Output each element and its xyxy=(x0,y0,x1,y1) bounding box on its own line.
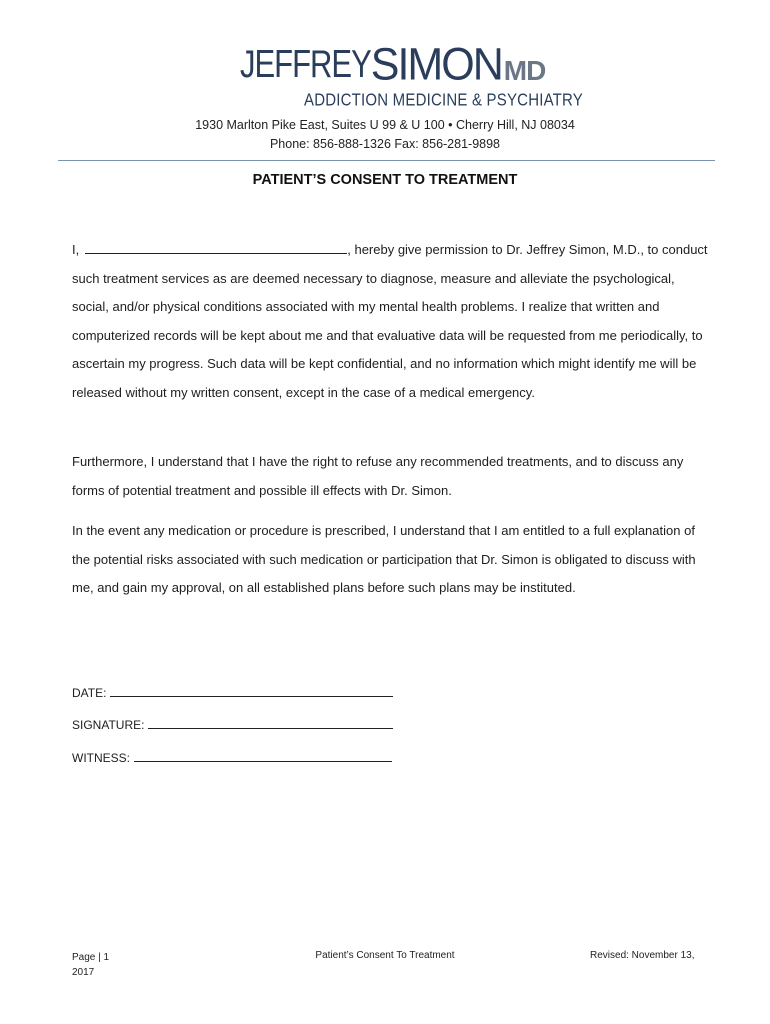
footer-revised-date: Revised: November 13, xyxy=(590,950,695,961)
logo-first-name: JEFFREY xyxy=(240,42,371,86)
logo-subtitle: ADDICTION MEDICINE & PSYCHIATRY xyxy=(304,90,584,111)
signature-label: SIGNATURE: xyxy=(72,718,145,732)
consent-paragraph-3: In the event any medication or procedure is prescribed, I understand that I am entitled to a full explanation of the potential risks associated with such medication or participation that Dr. Simon is obligated to discuss with me, and gain my approval, on all established plans before such plans may be instituted. xyxy=(72,523,696,595)
document-title: PATIENT’S CONSENT TO TREATMENT xyxy=(252,172,518,188)
patient-name-blank[interactable] xyxy=(85,239,347,254)
signature-field xyxy=(72,716,393,732)
footer-year: 2017 xyxy=(72,967,95,978)
practice-address: 1930 Marlton Pike East, Suites U 99 & U 100 • Cherry Hill, NJ 08034 xyxy=(195,118,575,132)
witness-field xyxy=(72,749,392,765)
logo-name xyxy=(240,39,546,91)
header-divider xyxy=(58,160,715,161)
paragraph-1-text: , hereby give permission to Dr. Jeffrey Simon, M.D., to conduct such treatment services as are deemed necessary to diagnose, measure and alleviate the psychological, social, and/or physical conditions associated with my mental health problems. I realize that written and computerized records will be kept about me and that evaluative data will be requested from me periodically, to ascertain my progress. Such data will be kept confidential, and no information which might identify me will be released without my written consent, except in the case of a medical emergency. xyxy=(72,242,708,400)
logo-suffix: MD xyxy=(503,55,546,86)
witness-label: WITNESS: xyxy=(72,751,131,765)
practice-contact: Phone: 856-888-1326 Fax: 856-281-9898 xyxy=(269,137,501,151)
practice-logo xyxy=(240,39,584,114)
logo-last-name: SIMON xyxy=(370,39,502,91)
consent-paragraph-1 xyxy=(72,236,712,407)
paragraph-1-start: I, xyxy=(72,242,80,257)
date-label: DATE: xyxy=(72,686,107,700)
date-blank[interactable] xyxy=(110,684,393,697)
signature-blank[interactable] xyxy=(148,716,393,729)
consent-paragraph-2: Furthermore, I understand that I have the right to refuse any recommended treatments, and to discuss any forms of potential treatment and possible ill effects with Dr. Simon. xyxy=(72,454,684,498)
date-field xyxy=(72,684,393,700)
footer-document-name: Patient’s Consent To Treatment xyxy=(315,950,455,961)
footer-page: Page | 1 xyxy=(72,952,110,963)
witness-blank[interactable] xyxy=(134,749,392,762)
